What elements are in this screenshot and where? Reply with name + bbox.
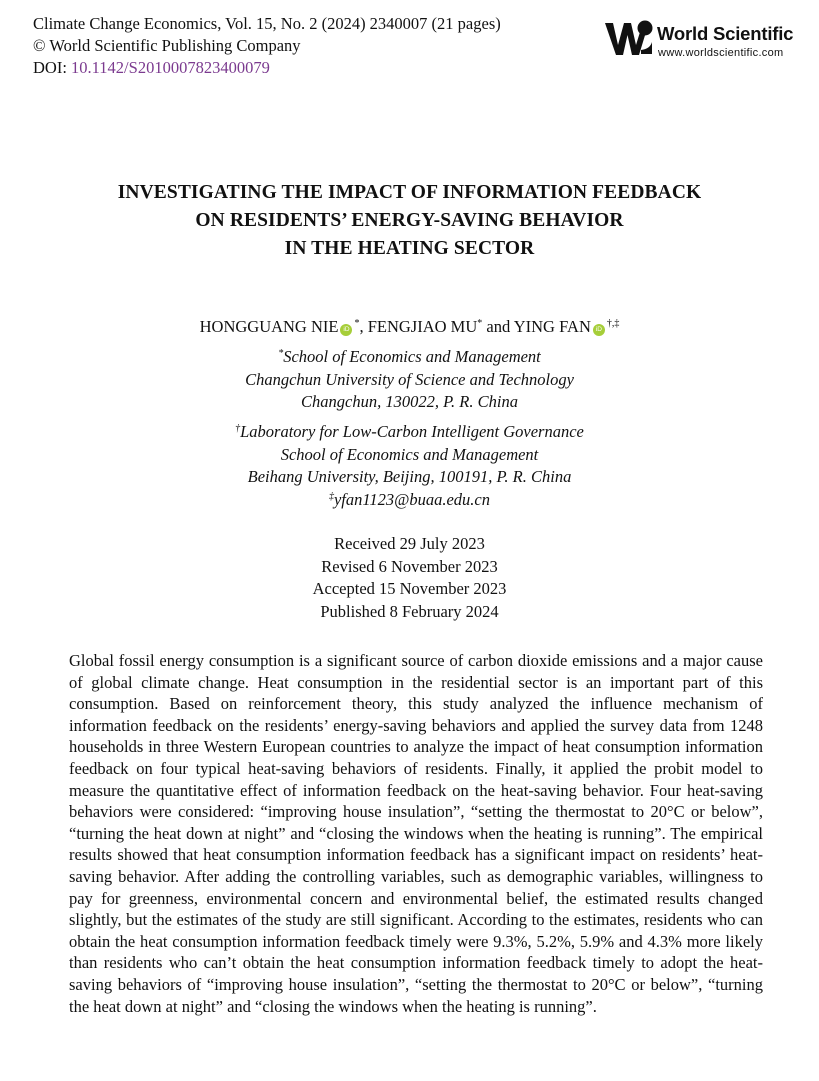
- affiliation-line: Changchun University of Science and Technology: [245, 369, 574, 389]
- author-1: HONGGUANG NIE: [199, 317, 339, 336]
- doi-line: [33, 57, 501, 79]
- affiliation-mark: †: [235, 423, 241, 434]
- author-2-mark: *: [477, 318, 483, 329]
- affiliation-mark: *: [278, 348, 284, 359]
- date-revised: Revised 6 November 2023: [321, 556, 498, 576]
- author-email[interactable]: yfan1123@buaa.edu.cn: [333, 489, 490, 509]
- email-line: [0, 489, 819, 512]
- copyright-line: © World Scientific Publishing Company: [33, 36, 301, 55]
- publisher-logo: [604, 18, 800, 64]
- doi-link[interactable]: 10.1142/S2010007823400079: [71, 58, 270, 77]
- author-1-mark: *: [354, 318, 360, 329]
- affiliation-line: Changchun, 130022, P. R. China: [301, 392, 518, 412]
- date-received: Received 29 July 2023: [334, 534, 485, 553]
- title-line-1: INVESTIGATING THE IMPACT OF INFORMATION FEEDBACK: [117, 182, 702, 203]
- affiliation-1: [0, 346, 819, 414]
- affiliation-2: [0, 421, 819, 511]
- doi-label: DOI:: [33, 58, 72, 77]
- affiliation-line: Beihang University, Beijing, 100191, P. R. China: [247, 467, 572, 487]
- publisher-name: World Scientific: [657, 23, 794, 44]
- email-mark: ‡: [328, 490, 334, 502]
- paper-title: [0, 179, 819, 263]
- affiliation-line: School of Economics and Management: [280, 444, 539, 464]
- publisher-url[interactable]: www.worldscientific.com: [658, 47, 784, 59]
- title-line-3: IN THE HEATING SECTOR: [284, 238, 535, 259]
- author-list: [0, 317, 819, 337]
- orcid-icon[interactable]: iD: [593, 324, 605, 336]
- affiliation-line: *School of Economics and Management: [278, 347, 541, 366]
- date-accepted: Accepted 15 November 2023: [312, 579, 507, 598]
- orcid-icon[interactable]: iD: [340, 324, 352, 336]
- date-published: Published 8 February 2024: [320, 601, 499, 621]
- journal-header: [33, 13, 501, 79]
- author-3-mark: †,‡: [606, 318, 620, 329]
- journal-citation: Climate Change Economics, Vol. 15, No. 2 (2024) 2340007 (21 pages): [33, 14, 501, 33]
- abstract-text: Global fossil energy consumption is a significant source of carbon dioxide emissions and a major cause of global climate change. Heat consumption in the residential sector is an important part of this consumption. Based on reinforcement theory, this study analyzed the influence mechanism of information feedback on the residents’ energy-saving behaviors and applied the survey data from 1248 households in three Western European countries to analyze the impact of heat consumption information feedback on four typical heat-saving behaviors of residents. Finally, it applied the probit model to measure the quantitative effect of information feedback on the heat-saving behavior. Four heat-saving behaviors were considered: “improving house insulation”, “setting the thermostat to 20°C or below”, “turning the heat down at night” and “closing the windows when the heating is running”. The empirical results showed that heat consumption information feedback has a significant impact on residents’ heat-saving behavior. After adding the controlling variables, such as demographic variables, willingness to pay for greenness, environmental concern and environmental belief, the estimated results changed slightly, but the estimates of the study are still significant. According to the estimates, residents who can obtain the heat consumption information feedback timely were 9.3%, 5.2%, 5.9% and 4.3% more likely than residents who can’t obtain the heat consumption information feedback timely to adopt the heat-saving behaviors of “improving house insulation”, “setting the thermostat to 20°C or below”, “turning the heat down at night” and “closing the windows when the heating is running”.: [69, 651, 763, 1016]
- affiliation-line: †Laboratory for Low-Carbon Intelligent Governance: [235, 422, 584, 441]
- publication-dates: [0, 533, 819, 623]
- author-separator: and: [482, 317, 514, 336]
- ws-logo-icon: [604, 18, 654, 58]
- author-separator: ,: [359, 317, 368, 336]
- title-line-2: ON RESIDENTS’ ENERGY-SAVING BEHAVIOR: [195, 210, 624, 231]
- author-2: FENGJIAO MU: [367, 317, 478, 336]
- author-3: YING FAN: [513, 317, 591, 336]
